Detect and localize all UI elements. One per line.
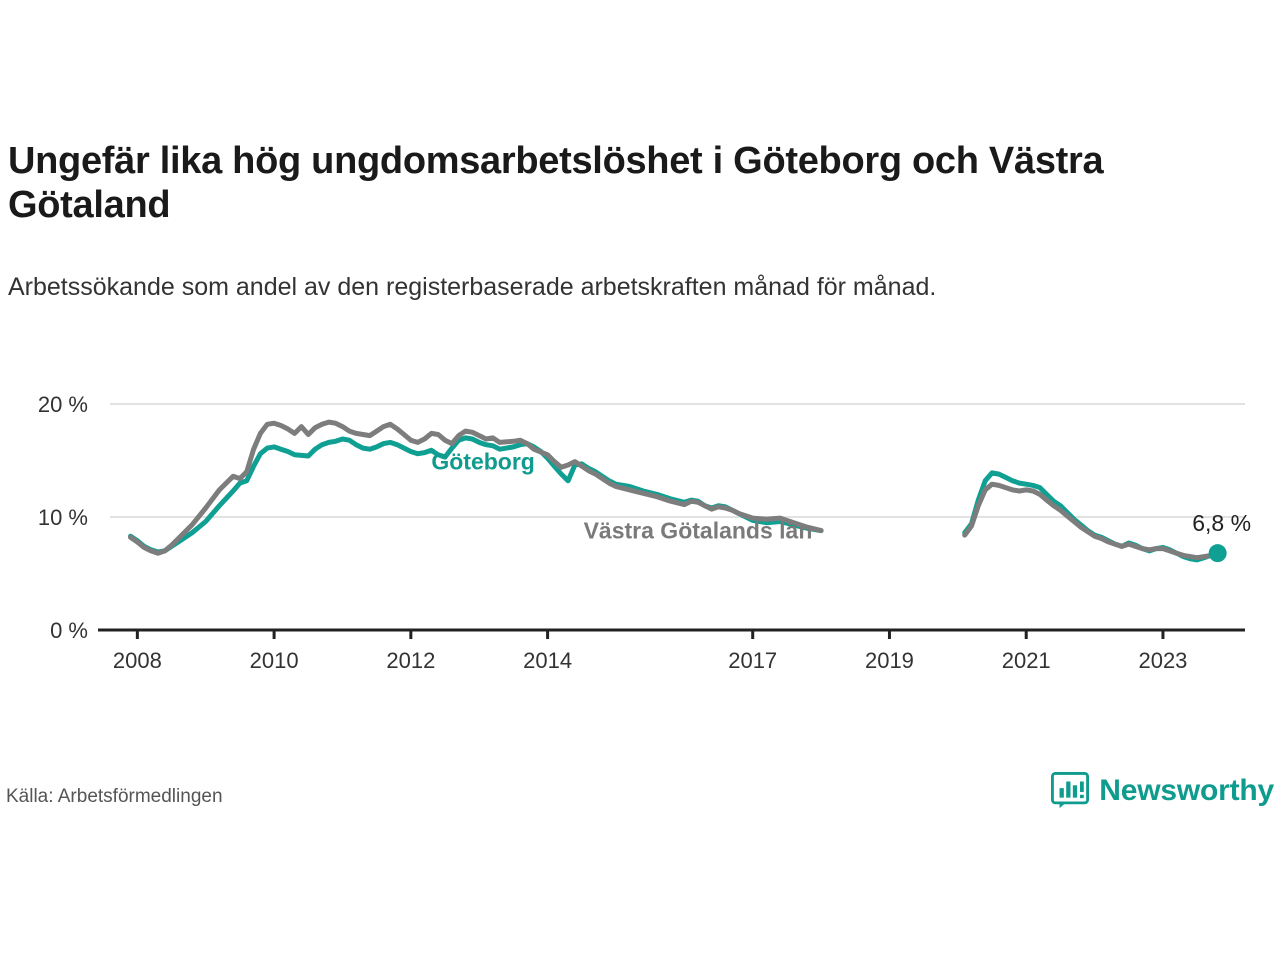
x-axis-tick-label: 2010: [249, 648, 299, 673]
brand-name: Newsworthy: [1099, 774, 1274, 807]
y-axis-tick-label: 20 %: [37, 392, 88, 417]
x-axis-tick-label: 2014: [523, 648, 573, 673]
source-note: Källa: Arbetsförmedlingen: [6, 786, 223, 807]
x-axis-tick-label: 2012: [386, 648, 436, 673]
brand-logo-block: [1051, 772, 1274, 810]
y-axis-tick-label: 10 %: [37, 505, 88, 530]
end-value-label: 6,8 %: [1192, 510, 1252, 537]
series-line-vastra-gotaland: [965, 484, 1218, 558]
x-axis-tick-label: 2021: [1001, 648, 1051, 673]
chart-container: [0, 380, 1280, 700]
x-axis-tick-label: 2008: [112, 648, 162, 673]
y-axis-tick-label: 0 %: [50, 618, 88, 643]
x-axis-tick-label: 2017: [728, 648, 778, 673]
line-chart: [0, 380, 1280, 700]
x-axis-tick-label: 2023: [1138, 648, 1188, 673]
series-label-vastra-gotaland: Västra Götalands län: [583, 517, 813, 544]
page-subtitle: Arbetssökande som andel av den registerbaserade arbetskraften månad för månad.: [8, 273, 937, 301]
x-axis-tick-label: 2019: [864, 648, 914, 673]
bar-chart-logo-icon: [1051, 772, 1089, 810]
end-point-marker: [1209, 544, 1227, 562]
series-label-goteborg: Göteborg: [431, 448, 535, 475]
page-title: Ungefär lika hög ungdomsarbetslöshet i Göteborg och Västra Götaland: [8, 140, 1104, 226]
